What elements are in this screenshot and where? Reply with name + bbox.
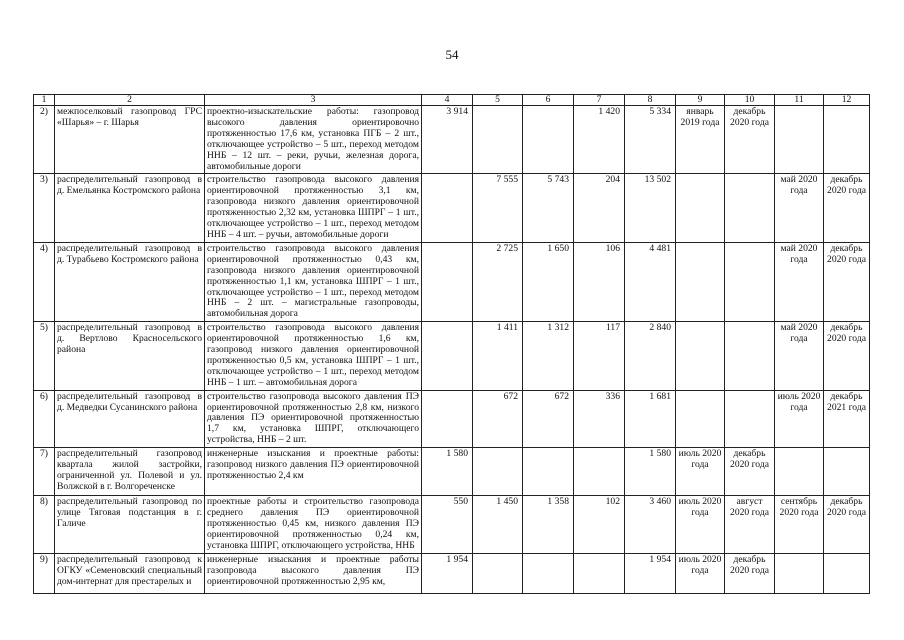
value-col-5: 1 411	[473, 322, 523, 390]
row-number: 3)	[34, 174, 55, 242]
period-col-9	[676, 322, 725, 390]
period-col-11: май 2020 года	[775, 242, 824, 321]
value-col-8: 2 840	[625, 322, 676, 390]
value-col-5: 7 555	[473, 174, 523, 242]
value-col-8: 1 954	[625, 553, 676, 593]
period-col-10: декабрь 2020 года	[725, 448, 775, 496]
value-col-5	[473, 448, 523, 496]
period-col-10: август 2020 года	[725, 496, 775, 554]
object-name: распределительный газопровод в д. Турабьево Костромского района	[55, 242, 205, 321]
object-name: распределительный газопровод по улице Тяговая подстанция в г. Галиче	[55, 496, 205, 554]
value-col-5	[473, 553, 523, 593]
object-name: межпоселковый газопровод ГРС «Шарья» – г. Шарья	[55, 106, 205, 174]
column-number: 3	[205, 95, 422, 106]
value-col-8: 1 681	[625, 390, 676, 448]
value-col-4: 1 580	[422, 448, 473, 496]
table-row	[34, 448, 870, 496]
period-col-12: декабрь 2021 года	[824, 390, 870, 448]
value-col-8: 13 502	[625, 174, 676, 242]
column-number-row	[34, 95, 870, 106]
column-number: 11	[775, 95, 824, 106]
period-col-10: декабрь 2020 года	[725, 106, 775, 174]
object-name: распределительный газопровод в д. Емельянка Костромского района	[55, 174, 205, 242]
period-col-12: декабрь 2020 года	[824, 242, 870, 321]
period-col-10	[725, 242, 775, 321]
period-col-12: декабрь 2020 года	[824, 496, 870, 554]
column-number: 10	[725, 95, 775, 106]
row-number: 8)	[34, 496, 55, 554]
value-col-6: 1 650	[523, 242, 574, 321]
period-col-12	[824, 448, 870, 496]
column-number: 9	[676, 95, 725, 106]
value-col-7: 204	[574, 174, 625, 242]
table-row	[34, 553, 870, 593]
value-col-6: 5 743	[523, 174, 574, 242]
value-col-6	[523, 448, 574, 496]
value-col-7: 106	[574, 242, 625, 321]
row-number: 4)	[34, 242, 55, 321]
value-col-8: 3 460	[625, 496, 676, 554]
value-col-4: 1 954	[422, 553, 473, 593]
column-number: 6	[523, 95, 574, 106]
row-number: 2)	[34, 106, 55, 174]
value-col-7: 102	[574, 496, 625, 554]
period-col-11	[775, 553, 824, 593]
column-number: 8	[625, 95, 676, 106]
value-col-4	[422, 322, 473, 390]
period-col-10	[725, 174, 775, 242]
period-col-12	[824, 553, 870, 593]
value-col-4: 3 914	[422, 106, 473, 174]
period-col-9: июль 2020 года	[676, 496, 725, 554]
value-col-4	[422, 390, 473, 448]
works-description: инженерные изыскания и проектные работы: газопровод низкого давления ПЭ ориентировочной протяженностью 2,4 км	[205, 448, 422, 496]
value-col-5: 2 725	[473, 242, 523, 321]
value-col-4	[422, 174, 473, 242]
works-description: строительство газопровода высокого давления ориентировочной протяженностью 3,1 км, газопровода низкого давления ориентировочной протяженностью 2,32 км, установка ШПРГ – 1 шт., отключающее устройство – 1 шт., переход методом ННБ – 4 шт. – ручьи, автомобильные дороги	[205, 174, 422, 242]
row-number: 9)	[34, 553, 55, 593]
works-description: проектные работы и строительство газопровода среднего давления ПЭ ориентировочной протяженностью 0,45 км, низкого давления ПЭ ориентировочной протяженностью 0,24 км, установка ШПРГ, отключающего устройства, ННБ	[205, 496, 422, 554]
works-description: строительство газопровода высокого давления ориентировочной протяженностью 0,43 км, газопровода низкого давления ориентировочной протяженностью 1,1 км, установка ШПРГ – 1 шт., отключающее устройство – 1 шт., переход методом ННБ – 2 шт. – магистральные газопроводы, автомобильная дорога	[205, 242, 422, 321]
works-description: строительство газопровода высокого давления ориентировочной протяженностью 1,6 км, газопровод низкого давления ориентировочной протяженностью 0,5 км, установка ШПРГ – 1 шт., отключающее устройство – 1 шт., переход методом ННБ – 1 шт. – автомобильная дорога	[205, 322, 422, 390]
period-col-10: декабрь 2020 года	[725, 553, 775, 593]
table-row	[34, 390, 870, 448]
value-col-8: 5 334	[625, 106, 676, 174]
period-col-12	[824, 106, 870, 174]
value-col-6	[523, 106, 574, 174]
value-col-5	[473, 106, 523, 174]
period-col-9	[676, 174, 725, 242]
period-col-10	[725, 390, 775, 448]
row-number: 5)	[34, 322, 55, 390]
column-number: 12	[824, 95, 870, 106]
value-col-5: 1 450	[473, 496, 523, 554]
row-number: 6)	[34, 390, 55, 448]
value-col-5: 672	[473, 390, 523, 448]
period-col-9: июль 2020 года	[676, 448, 725, 496]
value-col-7: 336	[574, 390, 625, 448]
period-col-11: май 2020 года	[775, 322, 824, 390]
period-col-11	[775, 448, 824, 496]
value-col-6: 672	[523, 390, 574, 448]
period-col-11	[775, 106, 824, 174]
column-number: 5	[473, 95, 523, 106]
value-col-7: 117	[574, 322, 625, 390]
object-name: распределительный газопровод в д. Вертлово Красносельского района	[55, 322, 205, 390]
value-col-7	[574, 448, 625, 496]
table-row	[34, 174, 870, 242]
table-row	[34, 322, 870, 390]
works-description: инженерные изыскания и проектные работы газопровода высокого давления ПЭ ориентировочной протяженностью 2,95 км,	[205, 553, 422, 593]
value-col-4	[422, 242, 473, 321]
column-number: 2	[55, 95, 205, 106]
row-number: 7)	[34, 448, 55, 496]
period-col-11: сентябрь 2020 года	[775, 496, 824, 554]
period-col-12: декабрь 2020 года	[824, 174, 870, 242]
period-col-11: май 2020 года	[775, 174, 824, 242]
period-col-10	[725, 322, 775, 390]
value-col-4: 550	[422, 496, 473, 554]
value-col-7	[574, 553, 625, 593]
object-name: распределительный газопровод квартала жилой застройки, ограниченной ул. Полевой и ул. Волжской в г. Волгореченске	[55, 448, 205, 496]
column-number: 1	[34, 95, 55, 106]
object-name: распределительный газопровод к ОГКУ «Семеновский специальный дом-интернат для престарелых и	[55, 553, 205, 593]
value-col-8: 4 481	[625, 242, 676, 321]
works-description: проектно-изыскательские работы: газопровод высокого давления ориентировочно протяженностью 17,6 км, установка ПГБ – 2 шт., отключающее устройство – 5 шт., переход методом ННБ – 12 шт. – реки, ручьи, железная дорога, автомобильные дороги	[205, 106, 422, 174]
value-col-8: 1 580	[625, 448, 676, 496]
column-number: 4	[422, 95, 473, 106]
value-col-6: 1 358	[523, 496, 574, 554]
period-col-9: июль 2020 года	[676, 553, 725, 593]
object-name: распределительный газопровод в д. Медведки Сусанинского района	[55, 390, 205, 448]
period-col-9: январь 2019 года	[676, 106, 725, 174]
table-row	[34, 496, 870, 554]
period-col-9	[676, 390, 725, 448]
works-description: строительство газопровода высокого давления ПЭ ориентировочной протяженностью 2,8 км, низкого давления ПЭ ориентировочной протяженностью 1,7 км, установка ШПРГ, отключающего устройства, ННБ – 2 шт.	[205, 390, 422, 448]
value-col-7: 1 420	[574, 106, 625, 174]
period-col-12: декабрь 2020 года	[824, 322, 870, 390]
table-row	[34, 242, 870, 321]
value-col-6: 1 312	[523, 322, 574, 390]
column-number: 7	[574, 95, 625, 106]
gas-pipeline-table	[33, 94, 870, 594]
table-row	[34, 106, 870, 174]
period-col-9	[676, 242, 725, 321]
page-number: 54	[445, 47, 459, 62]
period-col-11: июль 2020 года	[775, 390, 824, 448]
value-col-6	[523, 553, 574, 593]
